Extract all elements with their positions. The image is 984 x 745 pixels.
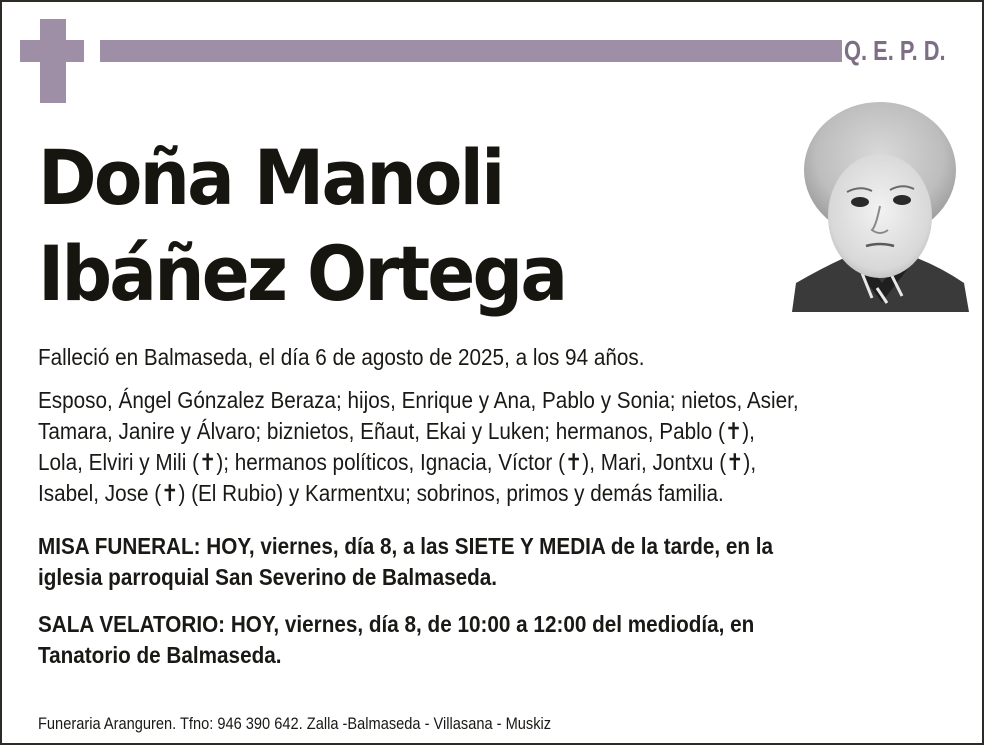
deceased-name bbox=[38, 130, 565, 322]
portrait-photo bbox=[792, 98, 969, 312]
header-rule bbox=[100, 40, 842, 62]
family-list bbox=[38, 385, 947, 509]
funeral-line: MISA FUNERAL: HOY, viernes, día 8, a las SIETE Y MEDIA de la tarde, en la bbox=[38, 533, 774, 559]
wake-line: Tanatorio de Balmaseda. bbox=[38, 642, 282, 668]
funeral-mass-notice bbox=[38, 531, 938, 593]
wake-notice bbox=[38, 609, 938, 671]
family-line: Isabel, Jose (✝) (El Rubio) y Karmentxu; sobrinos, primos y demás familia. bbox=[38, 480, 724, 506]
funeral-line: iglesia parroquial San Severino de Balmaseda. bbox=[38, 564, 498, 590]
death-notice: Falleció en Balmaseda, el día 6 de agosto de 2025, a los 94 años. bbox=[38, 344, 645, 370]
name-line-1: Doña Manoli bbox=[38, 133, 503, 222]
portrait-image bbox=[792, 98, 969, 312]
wake-line: SALA VELATORIO: HOY, viernes, día 8, de 10:00 a 12:00 del mediodía, en bbox=[38, 611, 755, 637]
funeral-home-footer: Funeraria Aranguren. Tfno: 946 390 642. Zalla -Balmaseda - Villasana - Muskiz bbox=[38, 714, 552, 733]
family-line: Tamara, Janire y Álvaro; biznietos, Eñaut, Ekai y Luken; hermanos, Pablo (✝), bbox=[38, 418, 755, 444]
family-line: Lola, Elviri y Mili (✝); hermanos políticos, Ignacia, Víctor (✝), Mari, Jontxu (✝), bbox=[38, 449, 757, 475]
cross-icon-bar bbox=[20, 40, 84, 62]
qepd-label: Q. E. P. D. bbox=[844, 35, 946, 66]
name-line-2: Ibáñez Ortega bbox=[38, 229, 566, 318]
family-line: Esposo, Ángel Gónzalez Beraza; hijos, Enrique y Ana, Pablo y Sonia; nietos, Asier, bbox=[38, 387, 799, 413]
